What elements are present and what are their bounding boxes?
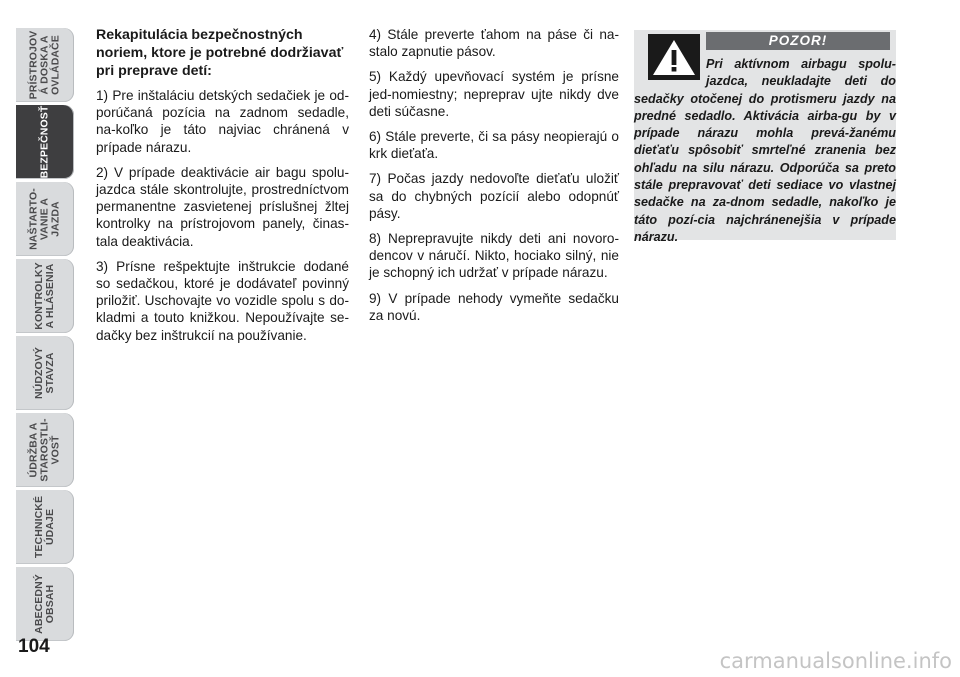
tab-label: ÚDRŽBA A STAROSTLI- VOSŤ xyxy=(27,418,62,482)
tab-label: NAŠTARTO- VANIE A JAZDA xyxy=(27,188,62,250)
text-column-middle xyxy=(369,26,619,332)
warning-title: POZOR! xyxy=(706,32,890,50)
tab-technicke-udaje[interactable] xyxy=(16,490,74,564)
tab-pristrojova-doska[interactable] xyxy=(16,28,74,102)
tab-label: BEZPEČNOSŤ xyxy=(38,105,51,179)
list-item: 5) Každý upevňovací systém je prísne jed-nomiestny; nepreprav ujte nikdy dve deti súčasne. xyxy=(369,69,619,119)
tab-label: NÚDZOVÝ STAVZA xyxy=(33,346,56,400)
list-item: 7) Počas jazdy nedovoľte dieťaťu uložiť sa do chybných pozícií alebo odopnúť pásy. xyxy=(369,171,619,221)
tab-label: TECHNICKÉ ÚDAJE xyxy=(33,495,56,559)
tab-label: PRÍSTROJOV Á DOSKA A OVLÁDAČE xyxy=(27,30,62,100)
watermark: carmanualsonline.info xyxy=(719,649,952,673)
list-item: 8) Neprepravujte nikdy deti ani novoro-dencov v náručí. Nikto, hociako silný, nie je schopný ich udržať v prípade nárazu. xyxy=(369,231,619,281)
list-item: 9) V prípade nehody vymeňte sedačku za novú. xyxy=(369,290,619,323)
section-heading: Rekapitulácia bezpečnostných noriem, ktore je potrebné dodržiavať pri preprave detí: xyxy=(96,27,344,79)
tab-nastartovanie[interactable] xyxy=(16,182,74,256)
list-item: 2) V prípade deaktivácie air bagu spolu-jazdca stále skontrolujte, prostredníctvom permanentne zasvietenej príslušnej žltej kontrolky na prístrojovom panely, činas-tala deaktivácia. xyxy=(96,164,349,249)
tab-kontrolky[interactable] xyxy=(16,259,74,333)
page-number: 104 xyxy=(18,636,50,657)
tab-label: KONTROLKY A HLÁSENIA xyxy=(33,262,56,330)
tab-abecedny-obsah[interactable] xyxy=(16,567,74,641)
tab-bezpecnost[interactable] xyxy=(16,105,74,179)
tab-label: ABECEDNÝ OBSAH xyxy=(33,574,56,634)
tab-udrzba[interactable] xyxy=(16,413,74,487)
tab-nudzovy-stav[interactable] xyxy=(16,336,74,410)
text-column-left xyxy=(96,26,349,352)
list-item: 3) Prísne rešpektujte inštrukcie dodané so sedačkou, ktoré je dodávateľ povinný priložiť. Uschovajte vo vozidle spolu s do-kladmi a touto knižkou. Nepoužívajte se-dačky bez inštrukcií na používanie. xyxy=(96,258,349,343)
list-item: 4) Stále preverte ťahom na páse či na-stalo zapnutie pásov. xyxy=(369,27,619,60)
warning-text-wrap xyxy=(634,56,896,246)
list-item: 1) Pre inštaláciu detských sedačiek je od-porúčaná pozícia na zadnom sedadle, na-koľko je táto najviac chránená v prípade nárazu. xyxy=(96,88,349,155)
list-item: 6) Stále preverte, či sa pásy neopierajú o krk dieťaťa. xyxy=(369,129,619,162)
warning-text: Pri aktívnom airbagu spolu-jazdca, neukladajte deti do sedačky otočenej do protismeru jazdy na predné sedadlo. Aktivácia airba-gu by v prípade nárazu mohla prevá-žanému dieťaťu spôsobiť smrteľné zranenia bez ohľadu na silu nárazu. Odporúča sa preto stále prepravovať deti sediace vo vlastnej sedačke na za-dnom sedadle, nakoľko je táto pozí-cia najchránenejšia v prípade nárazu. xyxy=(634,57,896,244)
warning-box xyxy=(634,30,896,244)
